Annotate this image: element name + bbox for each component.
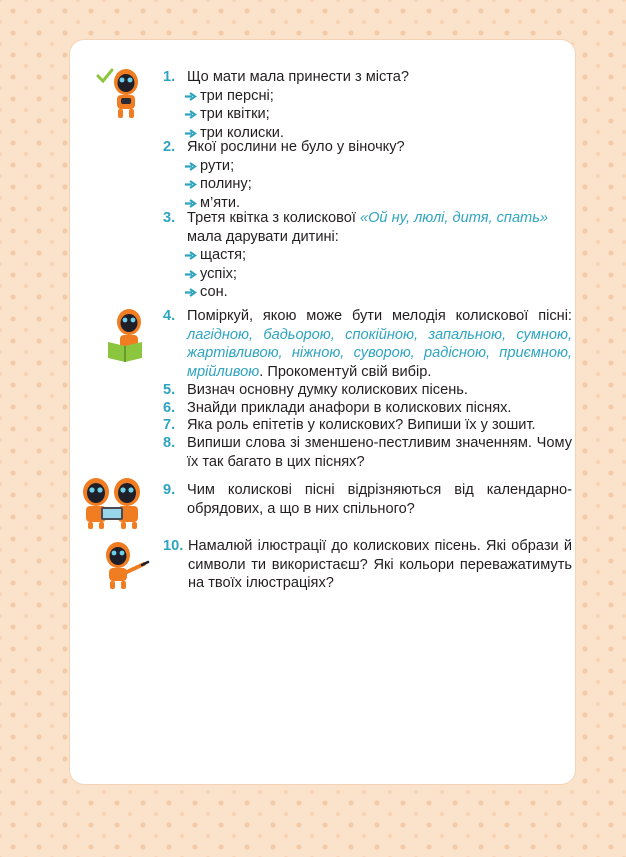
question-6 <box>163 399 572 418</box>
arrow-bullet-icon <box>185 92 197 101</box>
arrow-bullet-icon <box>185 180 197 189</box>
robot-drawing-icon <box>98 540 150 590</box>
question-number: 2. <box>163 139 176 155</box>
arrow-bullet-icon <box>185 270 197 279</box>
question-number: 6. <box>163 400 176 416</box>
question-text: Чим колискові пісні відрізняються від календарно-обрядових, а що в них спільного? <box>187 482 572 517</box>
answer-option: три персні; <box>185 87 572 106</box>
melody-words: лагідною, бадьорою, спокійною, запальною, сумною, жартівливою, ніжною, суворою, радісною, приємною, мрійливою <box>187 326 572 380</box>
arrow-bullet-icon <box>185 162 197 171</box>
question-text: Знайди приклади анафори в колискових піснях. <box>187 400 512 416</box>
answer-options <box>185 246 572 302</box>
question-text: Яка роль епітетів у колискових? Випиши їх у зошит. <box>187 417 536 433</box>
question-2 <box>163 138 572 212</box>
question-10 <box>163 537 572 593</box>
answer-option: три квітки; <box>185 105 572 124</box>
question-number: 3. <box>163 210 176 226</box>
arrow-bullet-icon <box>185 251 197 260</box>
question-number: 7. <box>163 417 176 433</box>
question-4 <box>163 307 572 381</box>
arrow-bullet-icon <box>185 110 197 119</box>
arrow-bullet-icon <box>185 288 197 297</box>
question-7 <box>163 416 572 435</box>
answer-option: рути; <box>185 157 572 176</box>
robot-pair-icon <box>76 474 152 530</box>
question-number: 8. <box>163 435 176 451</box>
arrow-bullet-icon <box>185 199 197 208</box>
question-number: 10. <box>163 538 184 554</box>
question-text: Визнач основну думку колискових пісень. <box>187 382 468 398</box>
answer-option: сон. <box>185 283 572 302</box>
question-text: Що мати мала принести з міста? <box>187 69 410 85</box>
question-text: Випиши слова зі зменшено-пестливим значенням. Чому їх так багато в цих піснях? <box>187 435 572 470</box>
question-number: 9. <box>163 482 176 498</box>
answer-option: три колиски. <box>185 124 572 143</box>
song-title-quote: «Ой ну, люлі, дитя, спать» <box>359 210 549 226</box>
question-5 <box>163 381 572 400</box>
question-number: 1. <box>163 69 176 85</box>
question-number: 5. <box>163 382 176 398</box>
robot-check-icon <box>95 64 150 120</box>
question-9 <box>163 481 572 518</box>
question-text: Якої рослини не було у віночку? <box>187 139 405 155</box>
answer-option: полину; <box>185 175 572 194</box>
question-text: Намалюй ілюстрації до колискових пісень. Які образи й символи ти використаєш? Які кольори переважатимуть на твоїх ілюстраціях? <box>188 538 572 592</box>
answer-option: успіх; <box>185 265 572 284</box>
question-1 <box>163 68 572 142</box>
question-text: Третя квітка з колискової «Ой ну, люлі, дитя, спать» мала дарувати дитині: <box>187 210 549 245</box>
robot-reading-icon <box>105 306 151 364</box>
answer-option: щастя; <box>185 246 572 265</box>
answer-options <box>185 87 572 143</box>
answer-option: м’яти. <box>185 194 572 213</box>
arrow-bullet-icon <box>185 129 197 138</box>
question-3 <box>163 209 572 302</box>
question-number: 4. <box>163 308 176 324</box>
question-text: Поміркуй, якою може бути мелодія колискової пісні: лагідною, бадьорою, спокійною, запальною, сумною, жартівливою, ніжною, суворою, радісною, приємною, мрійливою. Прокоментуй свій вибір. <box>187 308 572 380</box>
answer-options <box>185 157 572 213</box>
question-8 <box>163 434 572 471</box>
